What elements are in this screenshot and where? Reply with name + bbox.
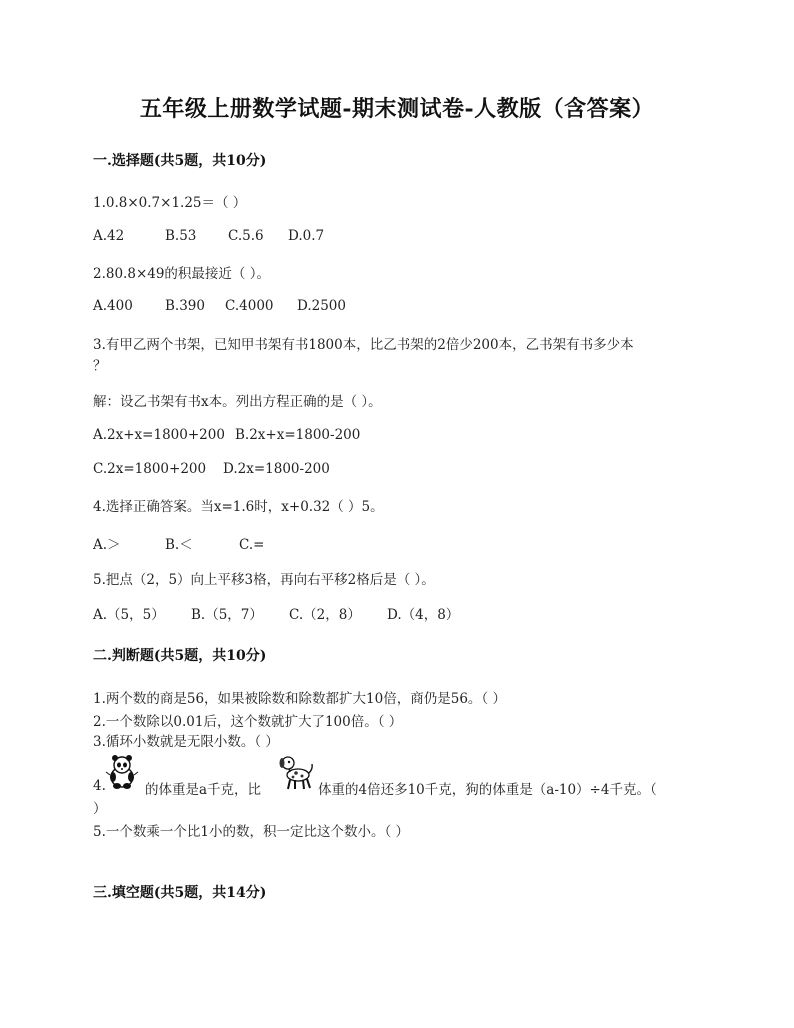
question-1-3-options-row1 [93, 427, 360, 443]
question-2-4-prefix: 4. [93, 778, 106, 794]
question-2-4-line2: ） [93, 801, 107, 817]
option-c: C.5.6 [228, 228, 264, 244]
option-d: D.0.7 [288, 228, 325, 244]
option-a: A.（5，5） [93, 607, 165, 623]
option-c: C.4000 [225, 298, 274, 314]
section-heading-judgment: 二.判断题(共5题，共10分) [93, 648, 267, 664]
panda-icon [104, 753, 140, 791]
question-2-1: 1.两个数的商是56，如果被除数和除数都扩大10倍，商仍是56。（ ） [93, 691, 506, 707]
question-1-3-options-row2 [93, 461, 330, 477]
question-2-2: 2.一个数除以0.01后，这个数就扩大了100倍。（ ） [93, 714, 403, 730]
question-1-4-options [93, 533, 264, 553]
question-1-3-line1: 3.有甲乙两个书架，已知甲书架有书1800本，比乙书架的2倍少200本，乙书架有书多少本 [93, 337, 634, 353]
question-1-4: 4.选择正确答案。当x=1.6时，x+0.32（ ）5。 [93, 499, 384, 515]
option-c: C.（2，8） [289, 607, 361, 623]
option-b: B.53 [165, 228, 197, 244]
option-c: C.2x=1800+200 [93, 461, 207, 477]
section-heading-fill-blank: 三.填空题(共5题，共14分) [93, 885, 267, 901]
question-1-2: 2.80.8×49的积最接近（ ）。 [93, 266, 270, 282]
dog-icon [276, 754, 312, 792]
question-2-3: 3.循环小数就是无限小数。（ ） [93, 734, 279, 750]
option-b: B.（5，7） [191, 607, 263, 623]
question-1-5-options [93, 603, 459, 623]
option-d: D.2500 [297, 298, 346, 314]
option-a: A.400 [93, 298, 133, 314]
question-2-4-part1: 的体重是a千克，比 [145, 782, 262, 798]
question-1-3-solution: 解：设乙书架有书x本。列出方程正确的是（ ）。 [93, 394, 382, 410]
question-1-2-options [93, 298, 346, 314]
page-title: 五年级上册数学试题-期末测试卷-人教版（含答案） [139, 96, 655, 122]
section-heading-choice: 一.选择题(共5题，共10分) [93, 153, 267, 169]
option-d: D.（4，8） [387, 607, 460, 623]
option-a: A.＞ [93, 537, 121, 553]
question-1-5: 5.把点（2，5）向上平移3格，再向右平移2格后是（ ）。 [93, 572, 435, 588]
option-c: C.= [239, 537, 265, 553]
question-1-1: 1.0.8×0.7×1.25＝（ ） [93, 195, 247, 211]
option-b: B.390 [165, 298, 205, 314]
question-2-5: 5.一个数乘一个比1小的数，积一定比这个数小。（ ） [93, 824, 410, 840]
option-b: B.2x+x=1800-200 [235, 427, 361, 443]
option-d: D.2x=1800-200 [223, 461, 330, 477]
option-a: A.42 [93, 228, 125, 244]
question-2-4-part2: 体重的4倍还多10千克，狗的体重是（a-10）÷4千克。（ [318, 782, 657, 798]
option-b: B.＜ [165, 537, 193, 553]
question-1-1-options [93, 228, 324, 244]
question-1-3-line2: ？ [93, 358, 107, 374]
option-a: A.2x+x=1800+200 [93, 427, 225, 443]
